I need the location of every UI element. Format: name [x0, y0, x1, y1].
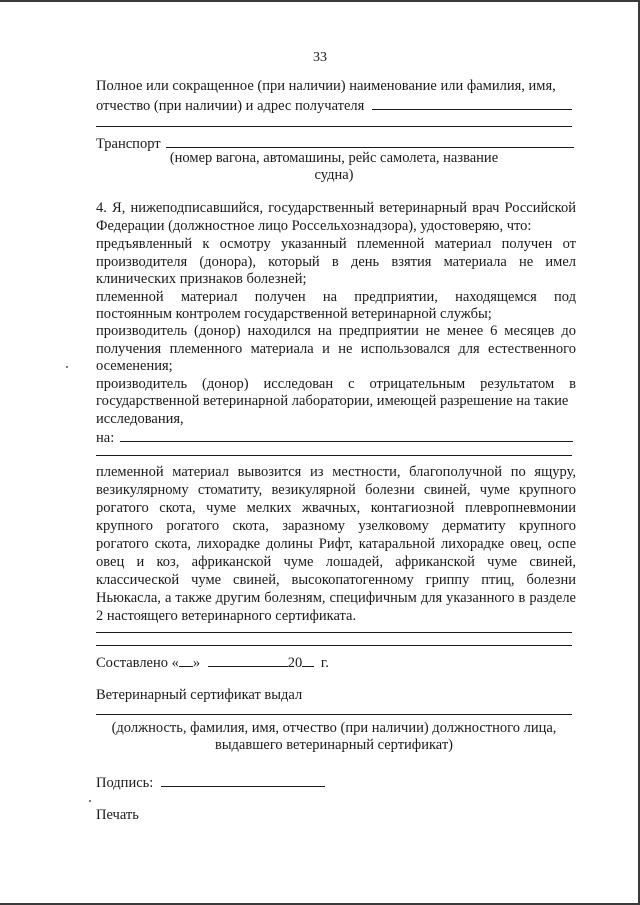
laboratory-field-line-2[interactable] [96, 455, 572, 456]
section4-line-10: осеменения; [96, 358, 173, 374]
disease-free-line-2: везикулярному стоматиту, везикулярной болезни свиней, чуме крупного [96, 482, 576, 498]
scan-speck [89, 800, 91, 802]
issuer-hint-1: (должность, фамилия, имя, отчество (при наличии) должностного лица, [111, 720, 557, 736]
scan-speck [66, 366, 68, 368]
issuer-hint-2: выдавшего ветеринарный сертификат) [214, 737, 454, 753]
disease-free-line-7: классической чуме свиней, высокопатогенному гриппу птиц, болезни [96, 572, 576, 588]
recipient-field-line-2[interactable] [96, 126, 572, 127]
signature-row [96, 772, 325, 792]
year-field[interactable] [302, 652, 314, 667]
section4-line-3: предъявленный к осмотру указанный племенной материал получен от [96, 236, 576, 252]
recipient-line-1: Полное или сокращенное (при наличии) наименование или фамилия, имя, [96, 78, 556, 94]
disease-free-line-5: рогатого скота, лихорадке долины Рифт, катаральной лихорадке овец, оспе [96, 536, 576, 552]
section4-line-11: производитель (донор) исследован с отрицательным результатом в [96, 376, 576, 392]
composed-suffix: » [192, 655, 201, 671]
signature-label: Подпись: [96, 775, 154, 791]
na-label: на: [96, 430, 115, 446]
additional-field-line-1[interactable] [96, 632, 572, 633]
recipient-line-2 [96, 95, 572, 115]
section4-line-7: постоянным контролем государственной ветеринарной службы; [96, 306, 492, 322]
additional-field-line-2[interactable] [96, 645, 572, 646]
stamp-label: Печать [96, 807, 139, 823]
recipient-field[interactable] [372, 95, 572, 110]
transport-hint-2: судна) [314, 167, 354, 183]
section4-line-6: племенной материал получен на предприятии, находящемся под [96, 289, 576, 305]
recipient-label: отчество (при наличии) и адрес получателя [96, 98, 365, 114]
month-field[interactable] [208, 652, 288, 667]
disease-free-line-3: рогатого скота, чуме мелких жвачных, контагиозной плевропневмонии [96, 500, 576, 516]
section4-line-8: производитель (донор) находился на предприятии не менее 6 месяцев до [96, 323, 576, 339]
disease-free-line-6: овец и коз, африканской чуме лошадей, африканской чуме свиней, [96, 554, 576, 570]
year-suffix: г. [320, 655, 329, 671]
section4-line-12: государственной ветеринарной лаборатории, имеющей разрешение на такие [96, 393, 569, 409]
transport-label: Транспорт [96, 136, 161, 152]
issued-label: Ветеринарный сертификат выдал [96, 687, 303, 703]
section4-line-1: 4. Я, нижеподписавшийся, государственный ветеринарный врач Российской [96, 200, 576, 216]
disease-free-line-1: племенной материал вывозится из местности, благополучной по ящуру, [96, 464, 576, 480]
year-prefix: 20 [287, 655, 303, 671]
disease-free-line-9: 2 настоящего ветеринарного сертификата. [96, 608, 357, 624]
section4-line-5: клинических признаков болезней; [96, 271, 307, 287]
page-number: 33 [313, 50, 327, 65]
composed-prefix: Составлено « [96, 655, 179, 671]
na-row [96, 427, 573, 447]
signature-field[interactable] [161, 772, 325, 787]
section4-line-4: производителя (донора), который в день взятия материала не имел [96, 254, 576, 270]
section4-line-2: Федерации (должностное лицо Россельхознадзора), удостоверяю, что: [96, 218, 532, 234]
laboratory-field[interactable] [120, 427, 573, 442]
transport-hint-1: (номер вагона, автомашины, рейс самолета, название [169, 150, 499, 166]
section4-line-13: исследования, [96, 411, 184, 427]
transport-field[interactable] [166, 133, 574, 148]
composed-row [96, 652, 329, 672]
section4-line-9: получения племенного материала и не использовался для естественного [96, 341, 576, 357]
day-field[interactable] [179, 652, 193, 667]
issuer-field[interactable] [96, 714, 572, 715]
disease-free-line-4: крупного рогатого скота, заразному узелковому дерматиту крупного [96, 518, 576, 534]
page-border-top [0, 0, 640, 2]
disease-free-line-8: Ньюкасла, а также другим болезням, специфичным для указанного в разделе [96, 590, 576, 606]
